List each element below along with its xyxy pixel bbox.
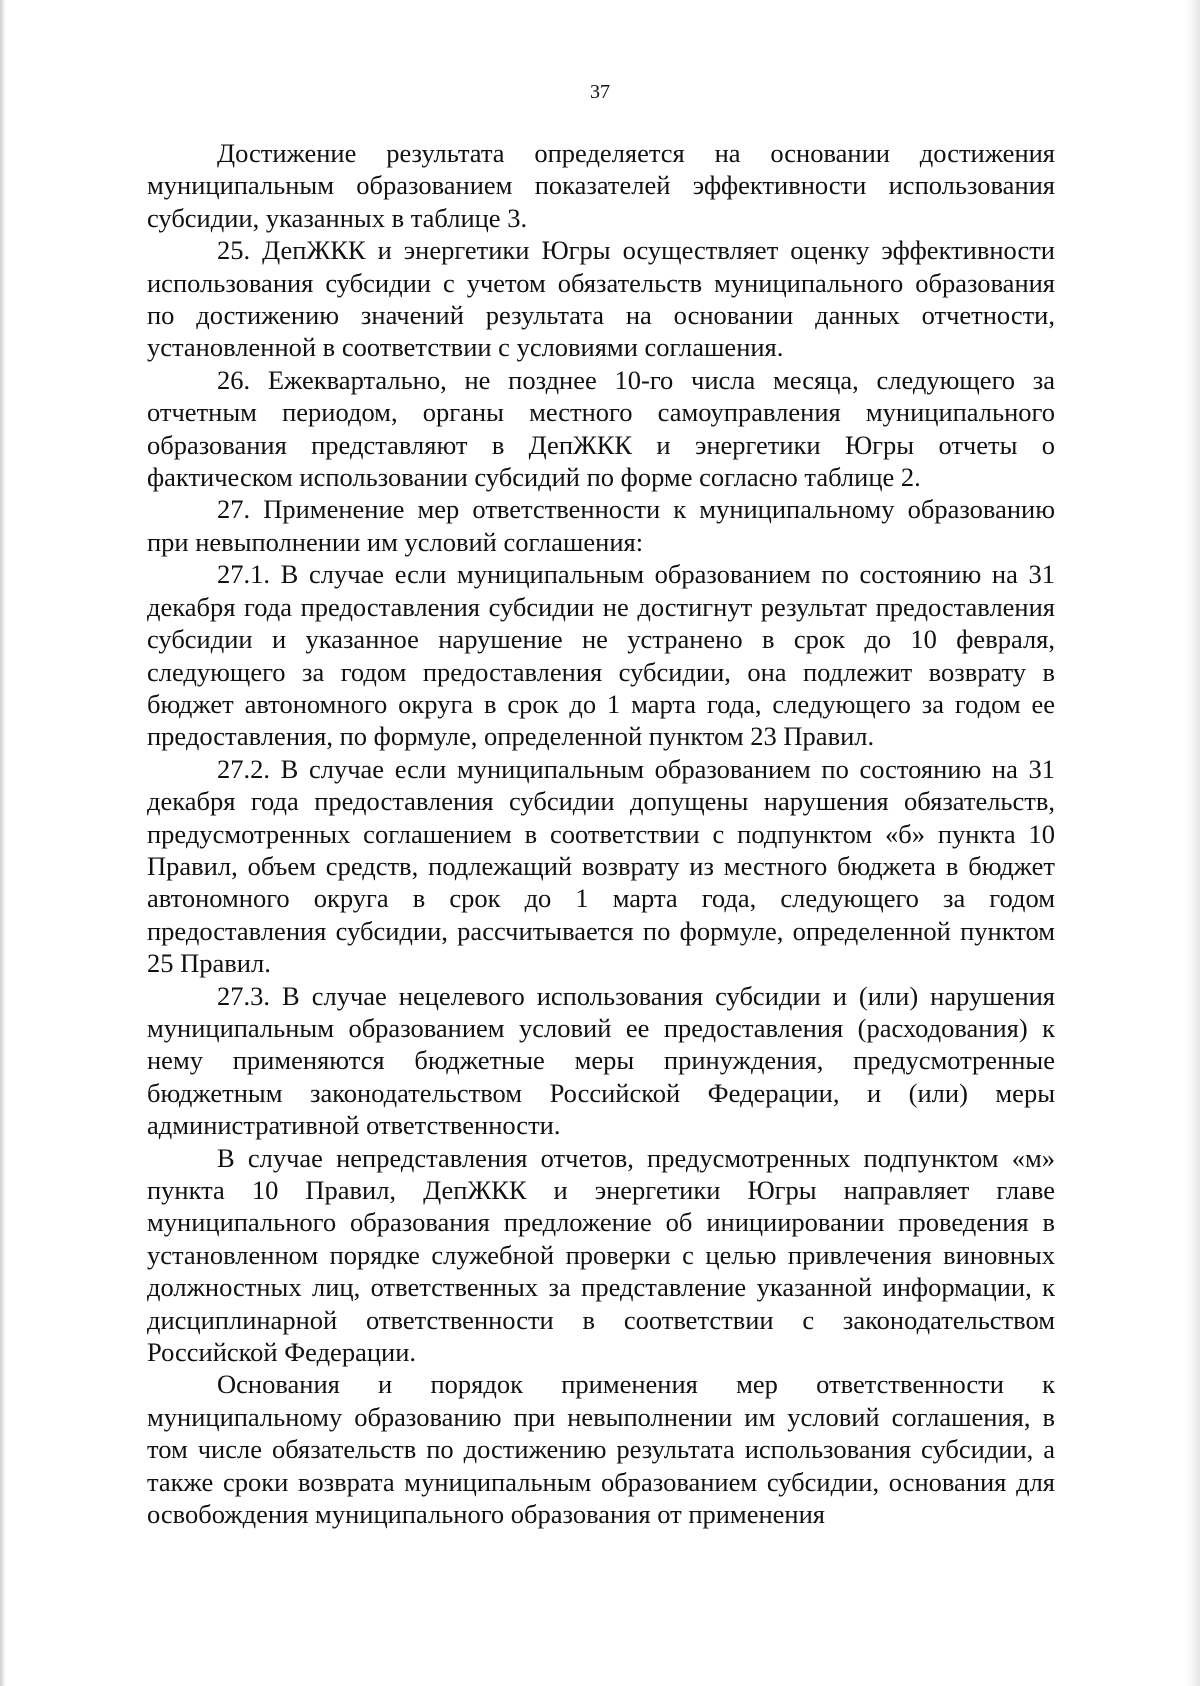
document-body <box>147 137 1055 1530</box>
paragraph-26: 26. Ежеквартально, не позднее 10-го числа месяца, следующего за отчетным периодом, органы местного самоуправления муниципального образования представляют в ДепЖКК и энергетики Югры отчеты о фактическом использовании субсидий по форме согласно таблице 2. <box>147 364 1055 493</box>
paragraph-25: 25. ДепЖКК и энергетики Югры осуществляет оценку эффективности использования субсидии с учетом обязательств муниципального образования по достижению значений результата на основании данных отчетности, установленной в соответствии с условиями соглашения. <box>147 235 1055 363</box>
paragraph-27-3: 27.3. В случае нецелевого использования субсидии и (или) нарушения муниципальным образованием условий ее предоставления (расходования) к нему применяются бюджетные меры принуждения, предусмотренные бюджетным законодательством Российской Федерации, и (или) меры административной ответственности. <box>147 980 1055 1141</box>
paragraph-27-2: 27.2. В случае если муниципальным образованием по состоянию на 31 декабря года предоставления субсидии допущены нарушения обязательств, предусмотренных соглашением в соответствии с подпунктом «б» пункта 10 Правил, объем средств, подлежащий возврату из местного бюджета в бюджет автономного округа в срок до 1 марта года, следующего за годом предоставления субсидии, рассчитывается по формуле, определенной пунктом 25 Правил. <box>147 753 1055 979</box>
scan-edge-left <box>0 0 6 1686</box>
paragraph-grounds: Основания и порядок применения мер ответственности к муниципальному образованию при невыполнении им условий соглашения, в том числе обязательств по достижению результата использования субсидии, а также сроки возврата муниципальным образованием субсидии, основания для освобождения муниципального образования от применения <box>147 1369 1055 1530</box>
page-number: 37 <box>590 81 610 103</box>
paragraph-27-1: 27.1. В случае если муниципальным образованием по состоянию на 31 декабря года предоставления субсидии не достигнут результат предоставления субсидии и указанное нарушение не устранено в срок до 10 февраля, следующего за годом предоставления субсидии, она подлежит возврату в бюджет автономного округа в срок до 1 марта года, следующего за годом ее предоставления, по формуле, определенной пунктом 23 Правил. <box>147 559 1055 752</box>
paragraph-27: 27. Применение мер ответственности к муниципальному образованию при невыполнении им условий соглашения: <box>147 494 1055 557</box>
paragraph-reports-failure: В случае непредставления отчетов, предусмотренных подпунктом «м» пункта 10 Правил, ДепЖКК и энергетики Югры направляет главе муниципального образования предложение об инициировании проведения в установленном порядке служебной проверки с целью привлечения виновных должностных лиц, ответственных за представление указанной информации, к дисциплинарной ответственности в соответствии с законодательством Российской Федерации. <box>147 1142 1055 1368</box>
paragraph-result-achievement: Достижение результата определяется на основании достижения муниципальным образованием показателей эффективности использования субсидии, указанных в таблице 3. <box>147 138 1055 233</box>
scan-edge-right <box>1186 0 1200 1686</box>
